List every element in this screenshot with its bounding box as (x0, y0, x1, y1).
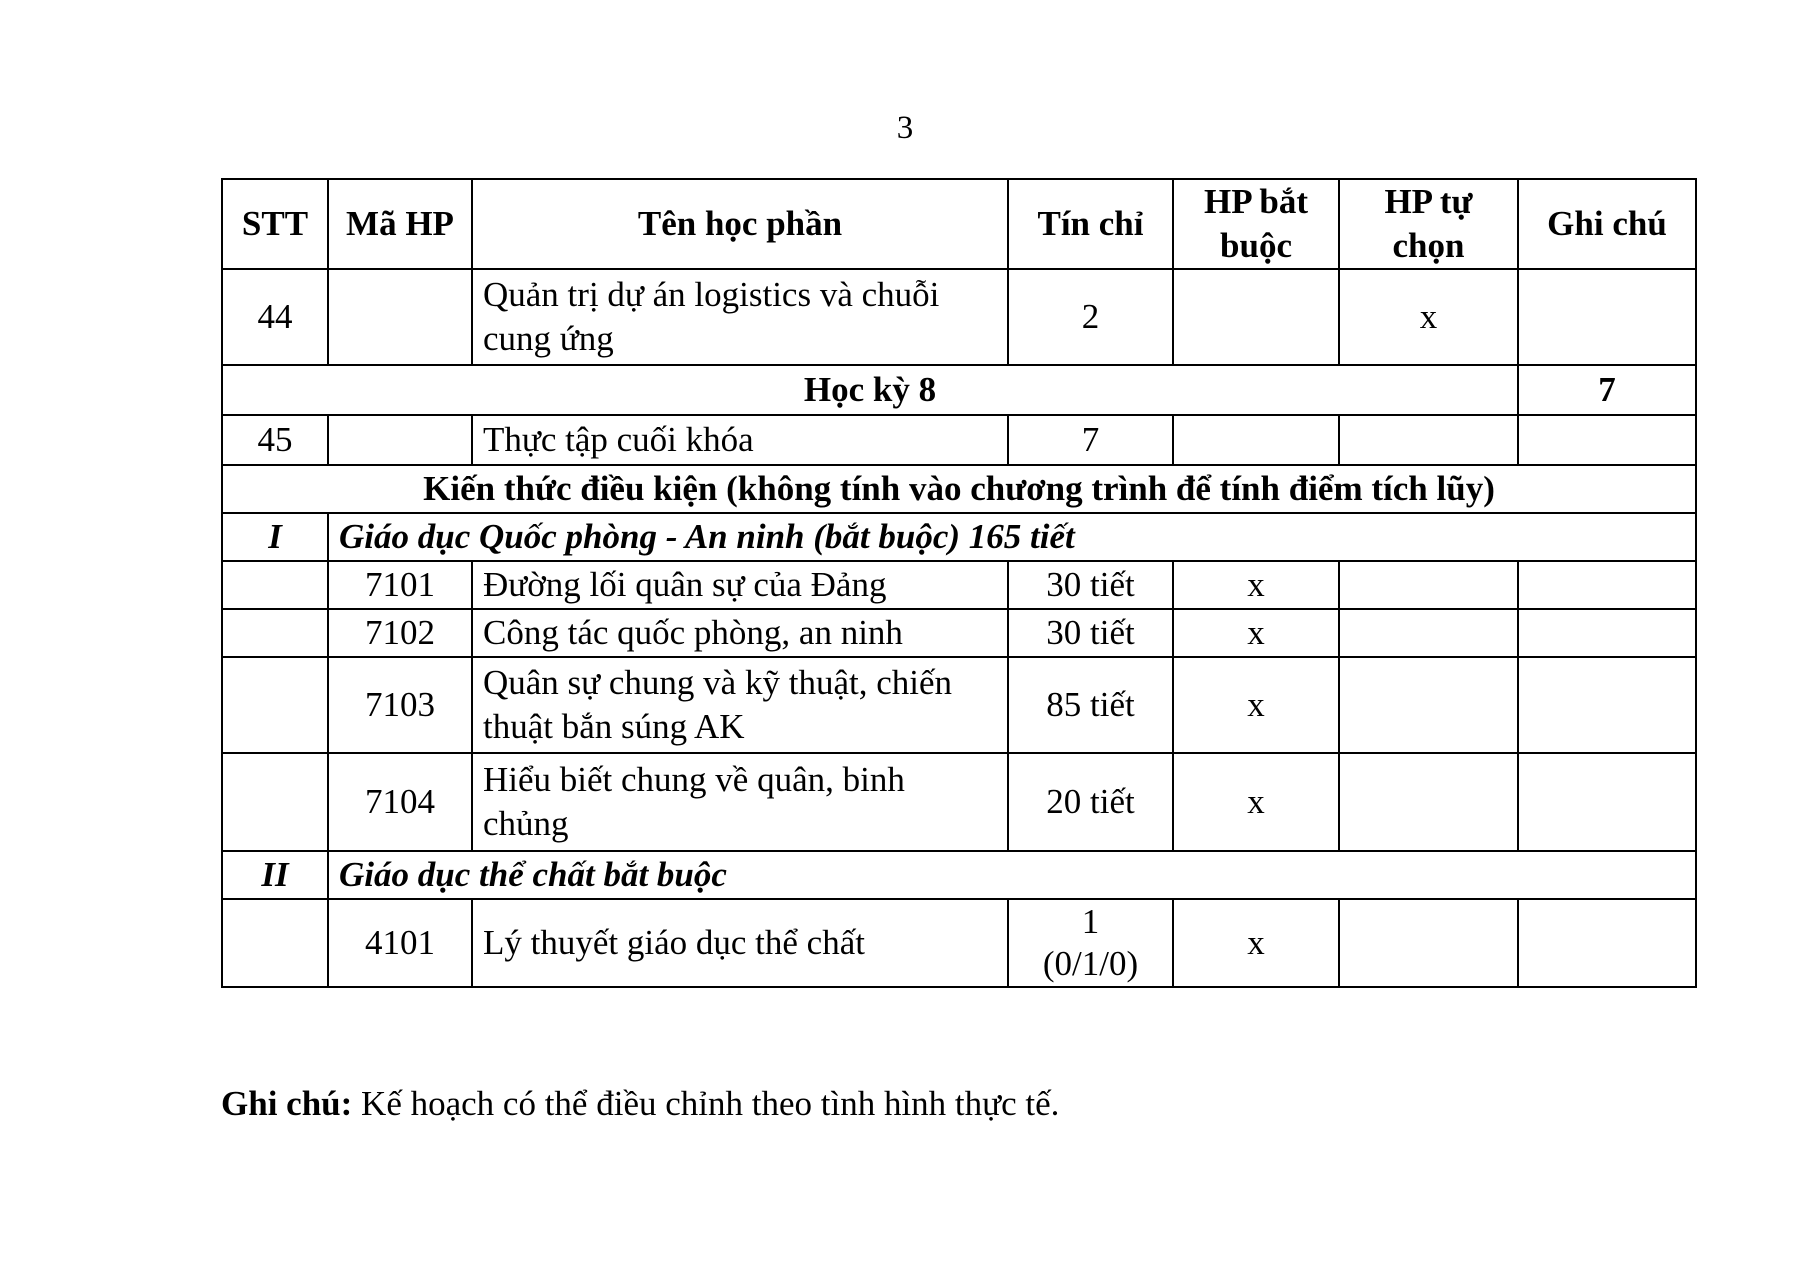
credit-breakdown: (0/1/0) (1042, 944, 1139, 983)
header-ten-hoc-phan: Tên học phần (472, 179, 1008, 269)
cell-bat-buoc: x (1173, 899, 1339, 987)
cell-tu-chon (1339, 657, 1518, 753)
cell-stt (222, 899, 328, 987)
section-title: Giáo dục thể chất bắt buộc (328, 851, 1696, 899)
header-hp-bat-buoc: HP bắt buộc (1173, 179, 1339, 269)
header-hp-tu-chon: HP tự chọn (1339, 179, 1518, 269)
cell-bat-buoc (1173, 415, 1339, 465)
cell-tin-chi: 30 tiết (1008, 609, 1173, 657)
cell-tin-chi: 30 tiết (1008, 561, 1173, 609)
table-row (222, 415, 1696, 465)
cell-tu-chon (1339, 609, 1518, 657)
semester-label: Học kỳ 8 (222, 365, 1518, 415)
cell-ten-hoc-phan: Thực tập cuối khóa (472, 415, 1008, 465)
cell-ghi-chu (1518, 609, 1696, 657)
cell-ma-hp (328, 269, 472, 365)
conditional-knowledge-title: Kiến thức điều kiện (không tính vào chương trình để tính điểm tích lũy) (222, 465, 1696, 513)
header-ghi-chu: Ghi chú (1518, 179, 1696, 269)
semester-credits: 7 (1518, 365, 1696, 415)
cell-ma-hp: 7103 (328, 657, 472, 753)
cell-ten-hoc-phan: Lý thuyết giáo dục thể chất (472, 899, 1008, 987)
cell-bat-buoc: x (1173, 561, 1339, 609)
cell-ma-hp (328, 415, 472, 465)
cell-ma-hp: 4101 (328, 899, 472, 987)
cell-ten-hoc-phan: Quân sự chung và kỹ thuật, chiến thuật bắn súng AK (472, 657, 1008, 753)
cell-ten-hoc-phan: Đường lối quân sự của Đảng (472, 561, 1008, 609)
cell-bat-buoc (1173, 269, 1339, 365)
table-row (222, 269, 1696, 365)
cell-tu-chon: x (1339, 269, 1518, 365)
section-title: Giáo dục Quốc phòng - An ninh (bắt buộc) 165 tiết (328, 513, 1696, 561)
cell-bat-buoc: x (1173, 753, 1339, 851)
cell-stt: 44 (222, 269, 328, 365)
cell-tu-chon (1339, 753, 1518, 851)
cell-ghi-chu (1518, 561, 1696, 609)
header-row (222, 179, 1696, 269)
table-row (222, 561, 1696, 609)
cell-tin-chi: 2 (1008, 269, 1173, 365)
cell-stt (222, 753, 328, 851)
header-stt: STT (222, 179, 328, 269)
cell-ten-hoc-phan: Hiểu biết chung về quân, binh chủng (472, 753, 1008, 851)
cell-stt (222, 609, 328, 657)
cell-bat-buoc: x (1173, 657, 1339, 753)
cell-ten-hoc-phan: Công tác quốc phòng, an ninh (472, 609, 1008, 657)
cell-tu-chon (1339, 899, 1518, 987)
cell-ghi-chu (1518, 657, 1696, 753)
cell-tin-chi: 85 tiết (1008, 657, 1173, 753)
header-ma-hp: Mã HP (328, 179, 472, 269)
table-row (222, 753, 1696, 851)
section-row (222, 851, 1696, 899)
cell-ghi-chu (1518, 415, 1696, 465)
credit-value: 1 (1081, 902, 1100, 941)
table-row (222, 657, 1696, 753)
footnote (221, 1082, 1059, 1126)
section-numeral: I (222, 513, 328, 561)
cell-tu-chon (1339, 415, 1518, 465)
cell-bat-buoc: x (1173, 609, 1339, 657)
cell-ghi-chu (1518, 899, 1696, 987)
cell-ma-hp: 7104 (328, 753, 472, 851)
cell-tin-chi: 20 tiết (1008, 753, 1173, 851)
conditional-knowledge-row (222, 465, 1696, 513)
footnote-text: Kế hoạch có thể điều chỉnh theo tình hình thực tế. (352, 1084, 1060, 1123)
cell-ten-hoc-phan: Quản trị dự án logistics và chuỗi cung ứng (472, 269, 1008, 365)
page-number: 3 (896, 110, 914, 146)
cell-ma-hp: 7101 (328, 561, 472, 609)
cell-ghi-chu (1518, 269, 1696, 365)
cell-stt (222, 561, 328, 609)
header-tin-chi: Tín chỉ (1008, 179, 1173, 269)
curriculum-table (221, 178, 1697, 988)
cell-stt (222, 657, 328, 753)
semester-row (222, 365, 1696, 415)
section-row (222, 513, 1696, 561)
cell-ma-hp: 7102 (328, 609, 472, 657)
cell-tu-chon (1339, 561, 1518, 609)
table-row (222, 899, 1696, 987)
cell-stt: 45 (222, 415, 328, 465)
section-numeral: II (222, 851, 328, 899)
cell-tin-chi: 7 (1008, 415, 1173, 465)
table-row (222, 609, 1696, 657)
cell-ghi-chu (1518, 753, 1696, 851)
cell-tin-chi (1008, 899, 1173, 987)
footnote-label: Ghi chú: (221, 1084, 353, 1123)
